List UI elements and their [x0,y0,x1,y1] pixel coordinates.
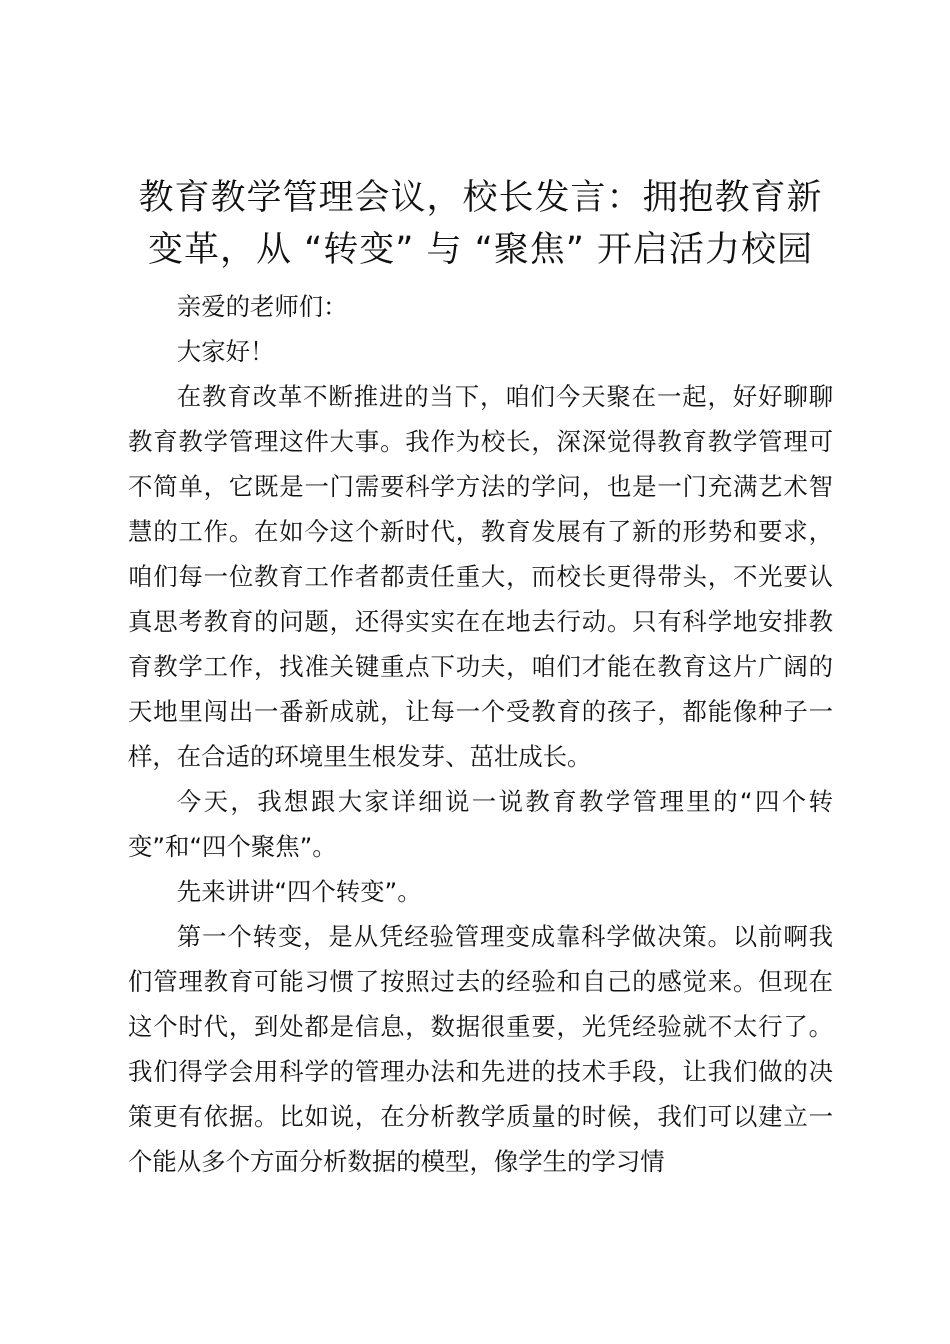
document-page [128,172,833,1184]
greeting: 亲爱的老师们： [176,292,348,321]
body-paragraph: 今天，我想跟大家详细说一说教育教学管理里的“四个转变”和“四个聚焦”。 [128,787,833,861]
document-body [128,284,833,1184]
body-paragraph: 第一个转变，是从凭经验管理变成靠科学做决策。以前啊我们管理教育可能习惯了按照过去的经验和自己的感觉来。但现在这个时代，到处都是信息，数据很重要，光凭经验就不太行了。我们得学会用科学的管理办法和先进的技术手段，让我们做的决策更有依据。比如说，在分析教学质量的时候，我们可以建立一个能从多个方面分析数据的模型，像学生的学习情 [128,922,833,1176]
body-paragraph: 先来讲讲“四个转变”。 [176,877,422,906]
salutation: 大家好！ [176,337,275,366]
body-paragraph: 在教育改革不断推进的当下，咱们今天聚在一起，好好聊聊教育教学管理这件大事。我作为校长，深深觉得教育教学管理可不简单，它既是一门需要科学方法的学问，也是一门充满艺术智慧的工作。在如今这个新时代，教育发展有了新的形势和要求，咱们每一位教育工作者都责任重大，而校长更得带头，不光要认真思考教育的问题，还得实实在在地去行动。只有科学地安排教育教学工作，找准关键重点下功夫，咱们才能在教育这片广阔的天地里闯出一番新成就，让每一个受教育的孩子，都能像种子一样，在合适的环境里生根发芽、茁壮成长。 [128,382,833,771]
document-title: 教育教学管理会议，校长发言：拥抱教育新变革，从 “转变” 与 “聚焦” 开启活力校园 [138,178,823,270]
